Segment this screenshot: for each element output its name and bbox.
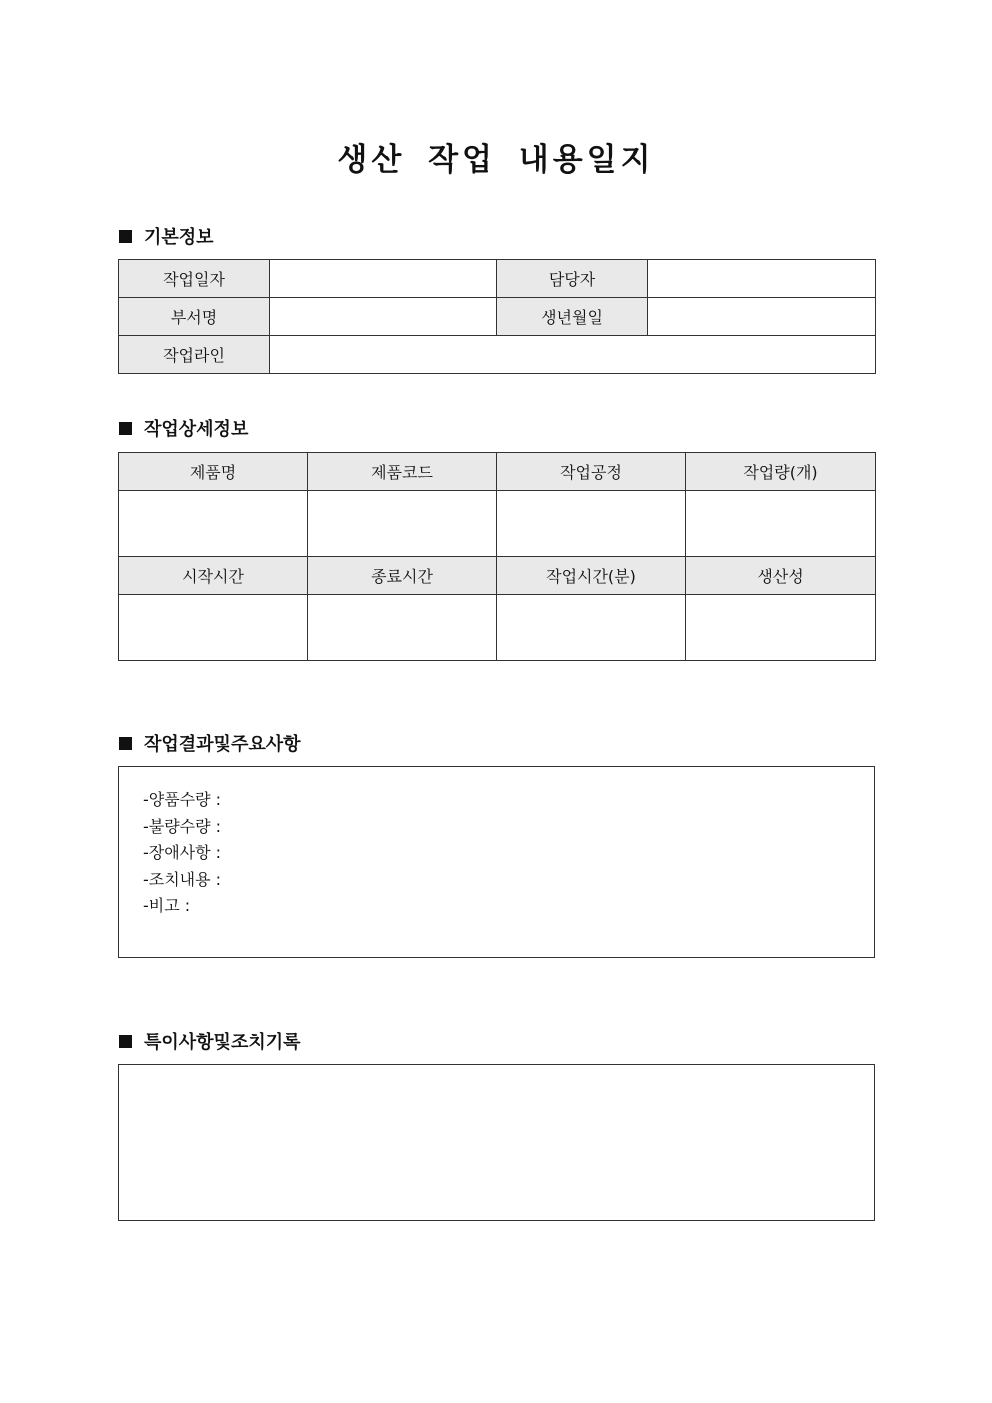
work-date-field[interactable] [270, 260, 497, 298]
birthdate-label: 생년월일 [497, 298, 648, 336]
start-time-field[interactable] [119, 595, 308, 661]
product-code-header: 제품코드 [308, 453, 497, 491]
end-time-header: 종료시간 [308, 557, 497, 595]
product-name-header: 제품명 [119, 453, 308, 491]
result-box[interactable] [118, 766, 875, 958]
section-heading-result [119, 730, 301, 756]
actions-line: -조치내용 : [143, 869, 222, 889]
defect-quantity-line: -불량수량 : [143, 816, 222, 836]
quantity-field[interactable] [686, 491, 876, 557]
square-bullet-icon [119, 422, 132, 435]
section-title: 작업결과및주요사항 [144, 734, 301, 755]
product-name-field[interactable] [119, 491, 308, 557]
productivity-field[interactable] [686, 595, 876, 661]
process-field[interactable] [497, 491, 686, 557]
remarks-line: -비고 : [143, 896, 191, 915]
square-bullet-icon [119, 737, 132, 750]
birthdate-field[interactable] [648, 298, 876, 336]
special-notes-box[interactable] [118, 1064, 875, 1221]
manager-field[interactable] [648, 260, 876, 298]
section-title: 기본정보 [144, 227, 214, 248]
work-date-label: 작업일자 [119, 260, 270, 298]
product-code-field[interactable] [308, 491, 497, 557]
work-minutes-field[interactable] [497, 595, 686, 661]
square-bullet-icon [119, 230, 132, 243]
section-title: 특이사항및조치기록 [144, 1032, 301, 1053]
work-line-label: 작업라인 [119, 336, 270, 374]
section-title: 작업상세정보 [144, 419, 249, 440]
department-field[interactable] [270, 298, 497, 336]
department-label: 부서명 [119, 298, 270, 336]
square-bullet-icon [119, 1035, 132, 1048]
work-detail-table [118, 452, 876, 661]
page-title: 생산 작업 내용일지 [337, 142, 655, 178]
work-minutes-header: 작업시간(분) [497, 557, 686, 595]
productivity-header: 생산성 [686, 557, 876, 595]
quantity-header: 작업량(개) [686, 453, 876, 491]
process-header: 작업공정 [497, 453, 686, 491]
issues-line: -장애사항 : [143, 843, 222, 862]
good-quantity-line: -양품수량 : [143, 790, 222, 809]
manager-label: 담당자 [497, 260, 648, 298]
end-time-field[interactable] [308, 595, 497, 661]
section-heading-special [119, 1028, 301, 1054]
section-heading-basic [119, 223, 214, 249]
start-time-header: 시작시간 [119, 557, 308, 595]
basic-info-table [118, 259, 876, 374]
section-heading-detail [119, 415, 248, 441]
work-line-field[interactable] [270, 336, 876, 374]
